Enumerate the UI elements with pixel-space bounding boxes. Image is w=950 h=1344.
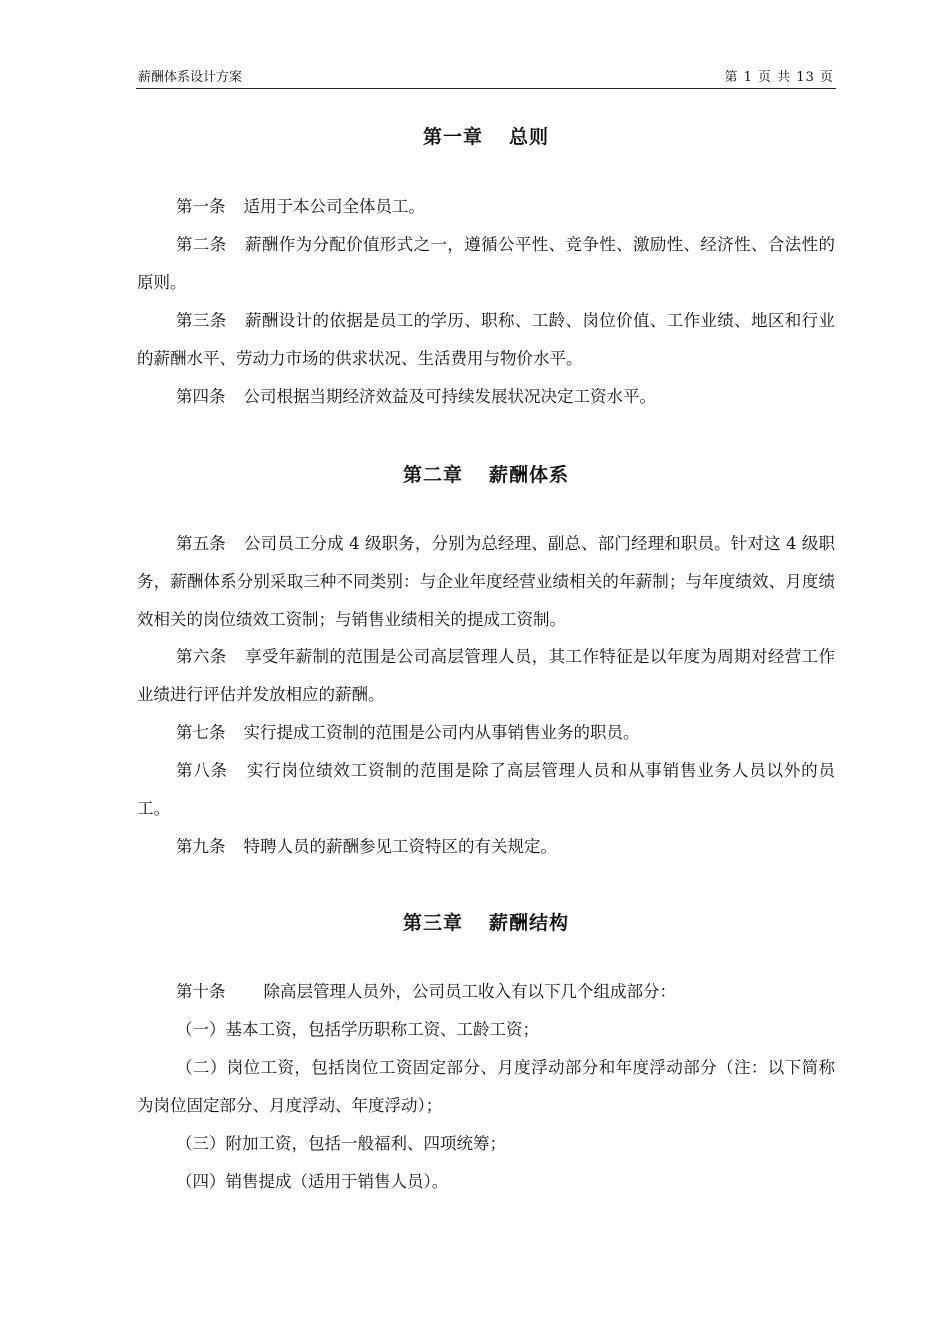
- article-number: 第二条: [176, 235, 227, 254]
- article-text: 适用于本公司全体员工。: [243, 197, 425, 216]
- item-text: 岗位工资，包括岗位工资固定部分、月度浮动部分和年度浮动部分（注：以下简称为岗位固定部分、月度浮动、年度浮动）；: [137, 1058, 836, 1115]
- article-number: 第三条: [176, 311, 227, 330]
- chapter-title: 薪酬结构: [489, 912, 570, 934]
- article-paragraph: [137, 714, 835, 752]
- article-number: 第十条: [176, 982, 226, 1001]
- chapter-number: 第二章: [402, 464, 463, 486]
- article-number: 第六条: [176, 647, 227, 666]
- article-text: 薪酬作为分配价值形式之一，遵循公平性、竞争性、激励性、经济性、合法性的原则。: [137, 235, 836, 292]
- article-text: 特聘人员的薪酬参见工资特区的有关规定。: [243, 837, 557, 856]
- chapter-heading: [137, 908, 835, 935]
- article-paragraph: [137, 302, 835, 378]
- article-number: 第九条: [176, 837, 226, 856]
- article-paragraph: [137, 638, 835, 714]
- list-item: [137, 1011, 835, 1049]
- page-number: 第 1 页 共 13 页: [724, 70, 834, 85]
- item-number: （一）: [176, 1020, 226, 1039]
- document-title: 薪酬体系设计方案: [138, 70, 243, 85]
- chapter-number: 第一章: [422, 126, 483, 148]
- article-text: 除高层管理人员外，公司员工收入有以下几个组成部分：: [263, 982, 676, 1001]
- article-paragraph: [137, 378, 835, 416]
- article-text: 公司根据当期经济效益及可持续发展状况决定工资水平。: [243, 387, 656, 406]
- article-paragraph: [137, 973, 835, 1011]
- article-text: 实行提成工资制的范围是公司内从事销售业务的职员。: [243, 723, 640, 742]
- article-paragraph: [137, 188, 835, 226]
- article-number: 第一条: [176, 197, 226, 216]
- list-item: [137, 1049, 835, 1125]
- article-paragraph: [137, 828, 835, 866]
- list-item: [137, 1125, 835, 1163]
- article-text: 享受年薪制的范围是公司高层管理人员，其工作特征是以年度为周期对经营工作业绩进行评估并发放相应的薪酬。: [137, 647, 836, 704]
- chapter-title: 总则: [509, 126, 550, 148]
- item-text: 销售提成（适用于销售人员）。: [225, 1172, 449, 1191]
- article-number: 第七条: [176, 723, 226, 742]
- article-text: 公司员工分成 4 级职务，分别为总经理、副总、部门经理和职员。针对这 4 级职务，薪酬体系分别采取三种不同类别：与企业年度经营业绩相关的年薪制；与年度绩效、月度绩效相关的岗位绩效工资制；与销售业绩相关的提成工资制。: [137, 534, 836, 629]
- chapter-title: 薪酬体系: [489, 464, 570, 486]
- item-text: 附加工资，包括一般福利、四项统筹；: [225, 1134, 506, 1153]
- article-text: 薪酬设计的依据是员工的学历、职称、工龄、岗位价值、工作业绩、地区和行业的薪酬水平、劳动力市场的供求状况、生活费用与物价水平。: [137, 311, 836, 368]
- article-paragraph: [137, 226, 835, 302]
- item-number: （二）: [176, 1058, 227, 1077]
- article-number: 第五条: [176, 534, 226, 553]
- article-number: 第四条: [176, 387, 226, 406]
- item-number: （四）: [176, 1172, 226, 1191]
- item-number: （三）: [176, 1134, 226, 1153]
- chapter-number: 第三章: [402, 912, 463, 934]
- list-item: [137, 1163, 835, 1201]
- item-text: 基本工资，包括学历职称工资、工龄工资；: [225, 1020, 539, 1039]
- article-paragraph: [137, 752, 835, 828]
- article-paragraph: [137, 525, 835, 639]
- chapter-heading: [137, 122, 835, 149]
- chapter-heading: [137, 460, 835, 487]
- article-number: 第八条: [176, 761, 228, 780]
- article-text: 实行岗位绩效工资制的范围是除了高层管理人员和从事销售业务人员以外的员工。: [137, 761, 836, 818]
- page-header: [136, 68, 836, 89]
